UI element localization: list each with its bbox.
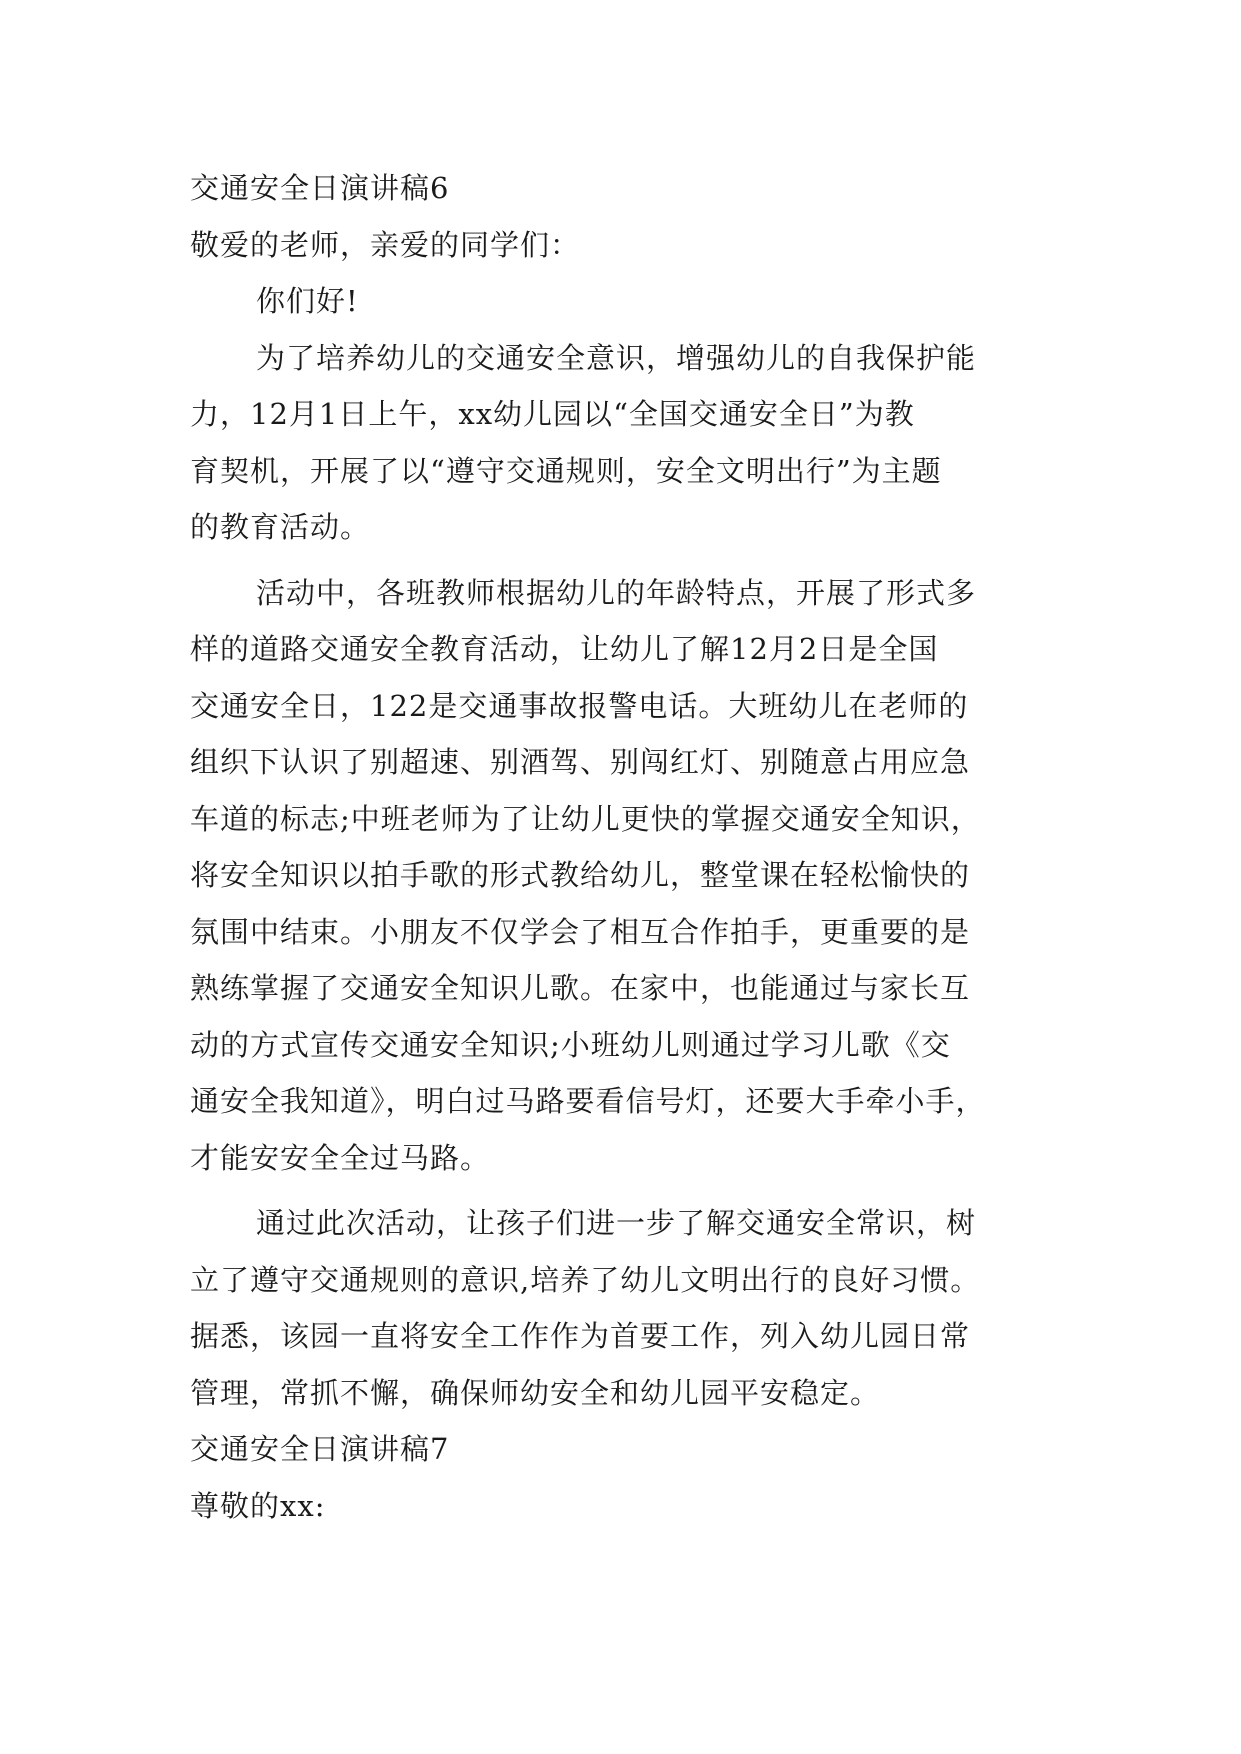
paragraph-line: 活动中，各班教师根据幼儿的年龄特点，开展了形式多 (256, 575, 977, 610)
paragraph-2 (190, 565, 1050, 1187)
paragraph-line: 力，12月1日上午，xx幼儿园以“全国交通安全日”为教 (190, 397, 915, 431)
paragraph-line: 样的道路交通安全教育活动，让幼儿了解12月2日是全国 (190, 632, 939, 666)
paragraph-line: 氛围中结束。小朋友不仅学会了相互合作拍手，更重要的是 (190, 914, 971, 949)
paragraph-line: 车道的标志;中班老师为了让幼儿更快的掌握交通安全知识， (190, 801, 981, 836)
salutation-2: 尊敬的xx: (190, 1488, 326, 1523)
paragraph-line: 将安全知识以拍手歌的形式教给幼儿，整堂课在轻松愉快的 (190, 858, 971, 892)
section-heading-7: 交通安全日演讲稿7 (190, 1432, 450, 1466)
paragraph-line: 立了遵守交通规则的意识,培养了幼儿文明出行的良好习惯。 (190, 1262, 981, 1297)
salutation: 敬爱的老师，亲爱的同学们： (190, 227, 581, 262)
paragraph-line: 为了培养幼儿的交通安全意识，增强幼儿的自我保护能 (256, 340, 977, 375)
document-body (190, 160, 1050, 1534)
paragraph-line: 交通安全日，122是交通事故报警电话。大班幼儿在老师的 (190, 688, 969, 723)
paragraph-line: 动的方式宣传交通安全知识;小班幼儿则通过学习儿歌《交 (190, 1027, 951, 1062)
paragraph-3 (190, 1195, 1050, 1421)
paragraph-line: 育契机，开展了以“遵守交通规则，安全文明出行”为主题 (190, 453, 942, 488)
paragraph-line: 的教育活动。 (190, 510, 371, 544)
paragraph-line: 组织下认识了别超速、别酒驾、别闯红灯、别随意占用应急 (190, 745, 971, 779)
paragraph-line: 熟练掌握了交通安全知识儿歌。在家中，也能通过与家长互 (190, 971, 971, 1005)
section-heading-6: 交通安全日演讲稿6 (190, 171, 450, 205)
paragraph-line: 通过此次活动，让孩子们进一步了解交通安全常识，树 (256, 1206, 977, 1240)
paragraph-1 (190, 330, 1050, 556)
paragraph-line: 才能安安全全过马路。 (190, 1140, 491, 1175)
paragraph-line: 通安全我知道》，明白过马路要看信号灯，还要大手牵小手， (190, 1084, 986, 1118)
paragraph-line: 管理，常抓不懈，确保师幼安全和幼儿园平安稳定。 (190, 1375, 881, 1410)
paragraph-line: 据悉，该园一直将安全工作作为首要工作，列入幼儿园日常 (190, 1319, 971, 1353)
greeting: 你们好! (256, 284, 359, 318)
